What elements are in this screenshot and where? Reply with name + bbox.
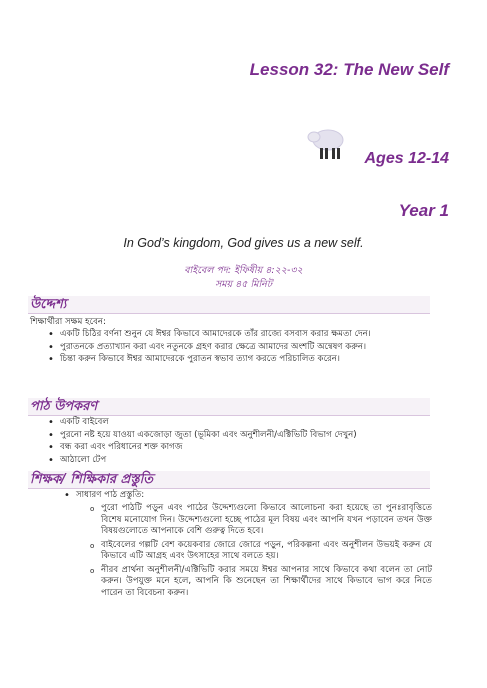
materials-heading: পাঠ উপকরণ (28, 398, 430, 416)
preparation-general-list (62, 490, 432, 503)
list-item: • বন্ধ করা এবং পরিধানের শক্ত কাগজ (46, 442, 432, 454)
year-label: Year 1 (398, 201, 449, 220)
list-item: • আঠালো টেপ (46, 455, 432, 467)
preparation-steps-list (88, 503, 432, 601)
lesson-duration: সময় ৪৫ মিনিট (214, 279, 273, 290)
preparation-heading: শিক্ষক/ শিক্ষিকার প্রস্তুতি (28, 471, 430, 489)
list-item: • পুরাতনকে প্রত্যাখ্যান করা এবং নতুনকে গ্রহণ করার ক্ষেত্রে আমাদের অংশটি অন্বেষণ করুন। (46, 342, 432, 354)
list-item: o বাইবেলের গল্পটি বেশ কয়েকবার জোরে জোরে পড়ুন, পরিকল্পনা এবং অনুশীলন উভয়ই করুন যে কিভাবে এটি আগ্রহ এবং উৎসাহের সাথে বলতে হয়। (88, 540, 432, 563)
scripture-block (0, 264, 487, 292)
list-item: • পুরনো নষ্ট হয়ে যাওয়া একজোড়া জুতা (ভূমিকা এবং অনুশীলনী/এক্টিভিটি বিভাগ দেখুন) (46, 430, 432, 442)
list-item: o নীরব প্রার্থনা অনুশীলনী/এক্টিভিটি করার সময়ে ঈশ্বর আপনার সাথে কিভাবে কথা বলেন তা নোট করুন। উপযুক্ত মনে হলে, আপনি কি শুনেছেন তা শিক্ষার্থীদের সাথে কিভাবে ভাগ করে নিতে পারেন তা বিবেচনা করুন। (88, 565, 432, 600)
age-range: Ages 12-14 (364, 150, 449, 167)
lesson-theme: In God’s kingdom, God gives us a new self. (123, 236, 364, 250)
sheep-icon (306, 125, 348, 161)
objectives-intro: শিক্ষার্থীরা সক্ষম হবেন: (30, 317, 106, 327)
objectives-list (46, 329, 432, 367)
materials-list (46, 417, 432, 467)
lesson-title: Lesson 32: The New Self (249, 60, 449, 79)
list-item: • সাধারণ পাঠ প্রস্তুতি: (62, 490, 432, 502)
list-item: • একটি বাইবেল (46, 417, 432, 429)
list-item: • একটি চিঠির বর্ণনা শুনুন যে ঈশ্বর কিভাবে আমাদেরকে তাঁর রাজ্যে বসবাস করার ক্ষমতা দেন। (46, 329, 432, 341)
scripture-reference: বাইবেল পদ: ইফিষীয় ৪:২২-৩২ (184, 265, 303, 276)
list-item: o পুরো পাঠটি পড়ুন এবং পাঠের উদ্দেশ্যগুলো কিভাবে আলোচনা করা হয়েছে তা পুনঃরাবৃত্তিতে বিশেষ মনোযোগ দিন। উদ্দেশ্যগুলো হচ্ছে পাঠের মূল বিষয় এবং আপনি যখন পড়াবেন তখন উক্ত বিষয়গুলোতে আপনাকে বেশি গুরুত্ব দিতে হবে। (88, 503, 432, 538)
objectives-heading: উদ্দেশ্য (28, 296, 430, 314)
list-item: • চিন্তা করুন কিভাবে ঈশ্বর আমাদেরকে পুরাতন স্বভাব ত্যাগ করতে পরিচালিত করেন। (46, 354, 432, 366)
